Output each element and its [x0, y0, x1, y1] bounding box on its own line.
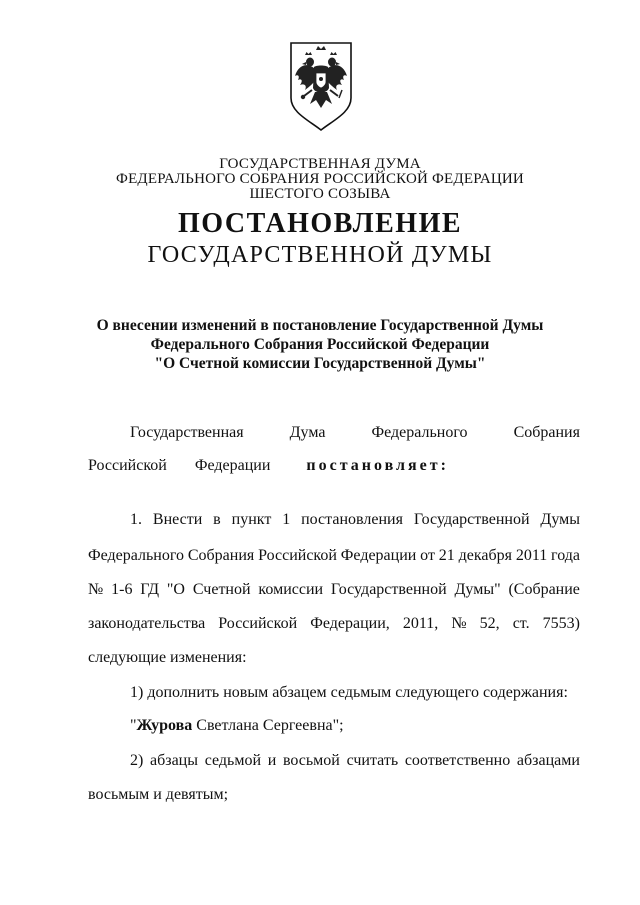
- word: Государственной: [330, 581, 447, 598]
- subject-line-2: Федерального Собрания Российской Федерации: [150, 336, 490, 353]
- surname: Журова: [136, 717, 193, 734]
- item-number: 1.: [130, 511, 142, 528]
- subitem2-line-2: восьмым и девятым;: [88, 786, 229, 803]
- word: восьмой: [282, 752, 340, 769]
- word: Российской: [258, 547, 337, 564]
- document-subtitle: ГОСУДАРСТВЕННОЙ ДУМЫ: [147, 242, 493, 268]
- word: №: [451, 615, 467, 632]
- word: 2011,: [402, 615, 439, 632]
- word: от: [420, 547, 435, 564]
- word: ГД: [140, 581, 160, 598]
- word: соответственно: [404, 752, 511, 769]
- preamble-word: Российской: [88, 457, 167, 474]
- subitem1-name: [130, 716, 344, 736]
- word: Государственной: [413, 511, 530, 528]
- word: "О: [166, 581, 185, 598]
- word: абзацы: [150, 752, 198, 769]
- preamble-word: Дума: [289, 424, 326, 441]
- document-title: ПОСТАНОВЛЕНИЕ: [177, 208, 463, 239]
- word: считать: [346, 752, 399, 769]
- word: 2): [130, 752, 144, 769]
- item1-line-2: [88, 546, 580, 566]
- word: Счетной: [192, 581, 251, 598]
- word: комиссии: [258, 581, 324, 598]
- word: 21: [438, 547, 455, 564]
- subitem1-text: 1) дополнить новым абзацем седьмым следующего содержания:: [130, 684, 568, 701]
- preamble-line-2: [88, 456, 449, 476]
- coat-of-arms-emblem: [288, 40, 354, 132]
- word: декабря: [458, 547, 512, 564]
- preamble-word: Федерации: [194, 457, 271, 474]
- given-names: Светлана Сергеевна";: [192, 717, 344, 734]
- item1-line-5: следующие изменения:: [88, 649, 247, 666]
- item1-line-1: [130, 510, 580, 530]
- subject-line-1: О внесении изменений в постановление Государственной Думы: [96, 317, 544, 334]
- preamble-word: Государственная: [130, 424, 244, 441]
- word: пункт: [231, 511, 272, 528]
- subitem2-line-1: [130, 751, 580, 771]
- resolves-word: постановляет:: [306, 457, 449, 474]
- word: седьмой: [204, 752, 261, 769]
- item1-line-4: [88, 614, 580, 634]
- word: 2011: [515, 547, 548, 564]
- preamble-word: Федерального: [371, 424, 468, 441]
- word: Российской: [218, 615, 298, 632]
- word: 7553): [542, 615, 580, 632]
- header-duma: ГОСУДАРСТВЕННАЯ ДУМА: [219, 156, 421, 172]
- word: Федерации,: [310, 615, 390, 632]
- word: и: [267, 752, 277, 769]
- word: Федерации: [340, 547, 417, 564]
- item1-line-3: [88, 580, 580, 600]
- header-federal-assembly: ФЕДЕРАЛЬНОГО СОБРАНИЯ РОССИЙСКОЙ ФЕДЕРАЦИИ: [116, 171, 524, 187]
- word: Внести: [152, 511, 203, 528]
- word: 1-6: [111, 581, 133, 598]
- word: 1: [282, 511, 291, 528]
- word: Федерального: [88, 547, 185, 564]
- word: Собрания: [187, 547, 255, 564]
- word: постановления: [301, 511, 403, 528]
- word: в: [213, 511, 221, 528]
- word: законодательства: [88, 615, 206, 632]
- header-convocation: ШЕСТОГО СОЗЫВА: [249, 186, 391, 202]
- word: ст.: [512, 615, 530, 632]
- preamble-word: Собрания: [513, 424, 580, 441]
- word: года: [551, 547, 580, 564]
- word: Думы: [540, 511, 580, 528]
- quote-mark: ": [130, 717, 137, 734]
- subject-line-3: "О Счетной комиссии Государственной Думы": [154, 355, 486, 372]
- word: (Собрание: [508, 581, 580, 598]
- word: №: [88, 581, 104, 598]
- word: Думы": [454, 581, 501, 598]
- word: абзацами: [516, 752, 580, 769]
- preamble-line-1: [130, 423, 580, 443]
- word: 52,: [479, 615, 500, 632]
